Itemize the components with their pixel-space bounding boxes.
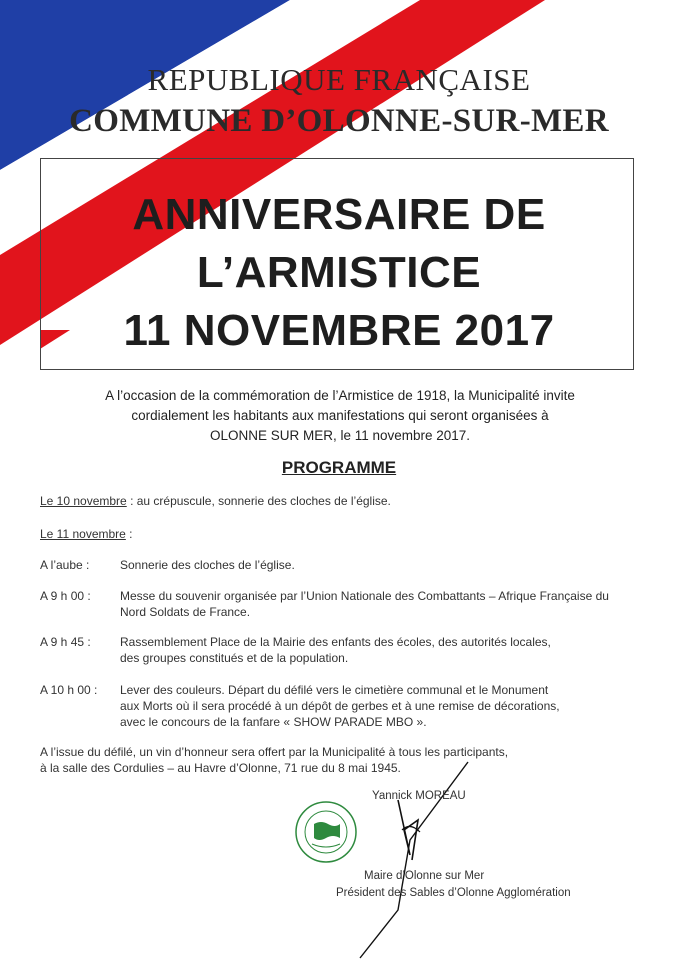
intro-line-3: OLONNE SUR MER, le 11 novembre 2017. (209, 428, 471, 443)
signatory-name: Yannick MOREAU (372, 790, 466, 802)
schedule-desc-line: Nord Soldats de France. (120, 605, 251, 619)
day11-suffix: : (125, 527, 133, 541)
commune-heading: COMMUNE D’OLONNE-SUR-MER (69, 103, 609, 139)
title-line-2: L’ARMISTICE (196, 248, 482, 297)
schedule-row (40, 588, 660, 620)
day11-line (40, 526, 660, 542)
intro-line-2: cordialement les habitants aux manifestations qui seront organisées à (131, 408, 549, 423)
signatory-title-2: Président des Sables d’Olonne Agglomération (336, 887, 571, 899)
schedule-time: A 9 h 45 : (40, 635, 91, 649)
republic-heading: REPUBLIQUE FRANÇAISE (147, 62, 531, 97)
schedule-desc-line: Lever des couleurs. Départ du défilé vers le cimetière communal et le Monument (120, 683, 549, 697)
programme-heading: PROGRAMME (281, 458, 397, 477)
signatory-title-1: Maire d’Olonne sur Mer (364, 870, 485, 882)
title-line-3: 11 NOVEMBRE 2017 (123, 306, 555, 355)
title-line-1: ANNIVERSAIRE DE (132, 190, 546, 239)
intro-paragraph (40, 386, 640, 446)
schedule-time: A 9 h 00 : (40, 589, 91, 603)
day11-label: Le 11 novembre (40, 527, 126, 541)
schedule-desc-line: des groupes constitués et de la population. (120, 651, 349, 665)
schedule-desc (120, 682, 660, 730)
day10-label: Le 10 novembre (40, 494, 127, 508)
schedule-desc-line: Sonnerie des cloches de l’église. (120, 558, 295, 572)
schedule-row (40, 682, 660, 730)
schedule-desc (120, 588, 660, 620)
schedule-desc (120, 557, 660, 573)
day10-text: : au crépuscule, sonnerie des cloches de l’église. (126, 494, 391, 508)
day10-line (40, 493, 660, 509)
schedule-desc-line: avec le concours de la fanfare « SHOW PARADE MBO ». (120, 715, 427, 729)
schedule-desc (120, 634, 660, 666)
closing-line-1: A l’issue du défilé, un vin d’honneur sera offert par la Municipalité à tous les participants, (40, 745, 509, 759)
schedule-time: A l’aube : (40, 558, 90, 572)
schedule-time: A 10 h 00 : (40, 683, 98, 697)
schedule-row (40, 634, 660, 666)
closing-line-2: à la salle des Cordulies – au Havre d’Olonne, 71 rue du 8 mai 1945. (40, 761, 401, 775)
schedule-desc-line: Messe du souvenir organisée par l’Union Nationale des Combattants – Afrique Française du (120, 589, 609, 603)
intro-line-1: A l’occasion de la commémoration de l’Armistice de 1918, la Municipalité invite (105, 388, 575, 403)
schedule-row (40, 557, 660, 573)
schedule-desc-line: aux Morts où il sera procédé à un dépôt de gerbes et à une remise de décorations, (120, 699, 560, 713)
schedule-desc-line: Rassemblement Place de la Mairie des enfants des écoles, des autorités locales, (120, 635, 551, 649)
